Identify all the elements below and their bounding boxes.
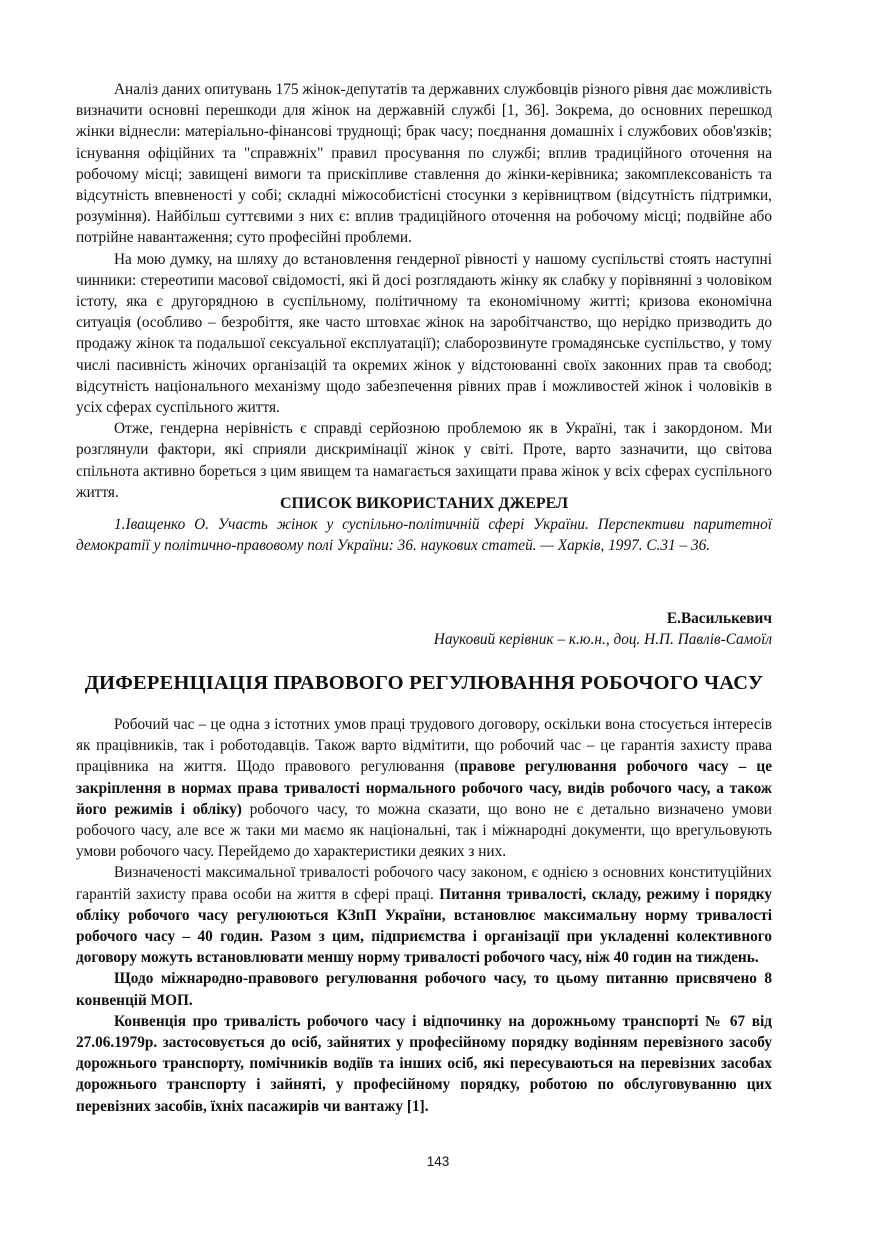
article-paragraph-1-start: Робочий час – це одна з істотних умов праці трудового договору, оскільки вона стосується інтересів як працівників, так і роботодавців. Також варто відмітити, що робочий час – це гарантія захисту права працівника на життя. Щодо правового регулювання (	[76, 716, 772, 776]
author-name: Е.Василькевич	[666, 610, 772, 627]
intro-paragraph-2: На мою думку, на шляху до встановлення гендерної рівності у нашому суспільстві стоять наступні чинники: стереотипи масової свідомості, які й досі розглядають жінку як слабку у порівнянні з чоловіком істоту, яка є другорядною в суспільному, політичному та економічному житті; кризова економічна ситуація (особливо – безробіття, яке часто штовхає жінок на заробітчанство, що нерідко призводить до продажу жінок та подальшої сексуальної експлуатації); слаборозвинуте громадянське суспільство, у тому числі пасивність жіночих організацій та окремих жінок у відстоюванні своїх законних прав та свобод; відсутність національного механізму щодо забезпечення рівних прав і можливостей жінок і чоловіків в усіх сферах суспільного життя.	[76, 250, 772, 417]
references-heading: СПИСОК ВИКОРИСТАНИХ ДЖЕРЕЛ	[279, 495, 569, 512]
intro-paragraph-3: Отже, гендерна нерівність є справді серйозною проблемою як в Україні, так і закордоном. Ми розглянули фактори, які сприяли дискримінації жінок у світі. Проте, варто зазначити, що світова спільнота активно бореться з цим явищем та намагається захищати права жінок у всіх сферах суспільного життя.	[76, 420, 772, 501]
article-paragraph-2	[76, 862, 772, 968]
intro-paragraph-1: Аналіз даних опитувань 175 жінок-депутатів та державних службовців різного рівня дає можливість визначити основні перешкоди для жінок на державній службі [1, 36]. Зокрема, до основних перешкод жінки віднесли: матеріально-фінансові труднощі; брак часу; поєднання домашніх і службових обов'язків; існування офіційних та "справжніх" правил просування по службі; вплив традиційного оточення на робочому місці; завищені вимоги та прискіпливе ставлення до жінки-керівника; закомплексованість та відсутність впевненості у собі; складні міжособистісні стосунки з керівництвом (відсутність підтримки, розуміння). Найбільш суттєвими з них є: вплив традиційного оточення на робочому місці; подвійне або потрійне навантаження; суто професійні проблеми.	[76, 81, 772, 247]
article-paragraph-1-bold: правове регулювання робочого часу – це закріплення в нормах права тривалості нормального робочого часу, видів робочого часу, а також його режимів і обліку)	[76, 758, 772, 818]
article-title: ДИФЕРЕНЦІАЦІЯ ПРАВОВОГО РЕГУЛЮВАННЯ РОБОЧОГО ЧАСУ	[84, 672, 764, 694]
article-paragraph-3	[76, 968, 772, 1010]
article-paragraph-4-bold: Конвенція про тривалість робочого часу і відпочинку на дорожньому транспорті № 67 від 27.06.1979р. застосовується до осіб, зайнятих у професійному порядку водінням перевізного засобу дорожнього транспорту, помічників водіїв та інших осіб, які пересуваються на перевізних засобах дорожнього транспорту і зайняті, у професійному порядку, роботою по обслуговуванню цих перевізних засобів, їхніх пасажирів чи вантажу [1].	[76, 1012, 772, 1115]
article-paragraph-2-bold: Питання тривалості, складу, режиму і порядку обліку робочого часу регулюються КЗпП України, встановлює максимальну норму тривалості робочого часу – 40 годин. Разом з цим, підприємства і організації при укладенні колективного договору можуть встановлювати меншу норму тривалості робочого часу, ніж 40 годин на тиждень.	[76, 885, 772, 967]
article-paragraph-4	[76, 1011, 772, 1117]
article-body	[76, 714, 772, 1117]
scientific-advisor: Науковий керівник – к.ю.н., доц. Н.П. Павлів-Самоїл	[433, 631, 772, 648]
page-number: 143	[426, 1154, 450, 1169]
reference-item: 1.Іващенко О. Участь жінок у суспільно-політичній сфері України. Перспективи паритетної демократії у політично-правовому полі України: 36. наукових статей. — Харків, 1997. С.31 – 36.	[76, 516, 772, 555]
article-paragraph-1-end: робочого часу, то можна сказати, що воно не є детально визначено умови робочого часу, але все ж таки ми маємо як національні, так і міжнародні документи, що врегульовують умови робочого часу. Перейдемо до характеристики деяких з них.	[76, 800, 772, 861]
article-paragraph-2-start: Визначеності максимальної тривалості робочого часу законом, є однією з основних конституційних гарантій захисту права особи на життя в сфері праці.	[76, 864, 772, 903]
article-paragraph-3-bold: Щодо міжнародно-правового регулювання робочого часу, то цьому питанню присвячено 8 конвенцій МОП.	[76, 970, 772, 1009]
article-paragraph-1	[76, 714, 772, 862]
intro-section	[76, 79, 772, 503]
